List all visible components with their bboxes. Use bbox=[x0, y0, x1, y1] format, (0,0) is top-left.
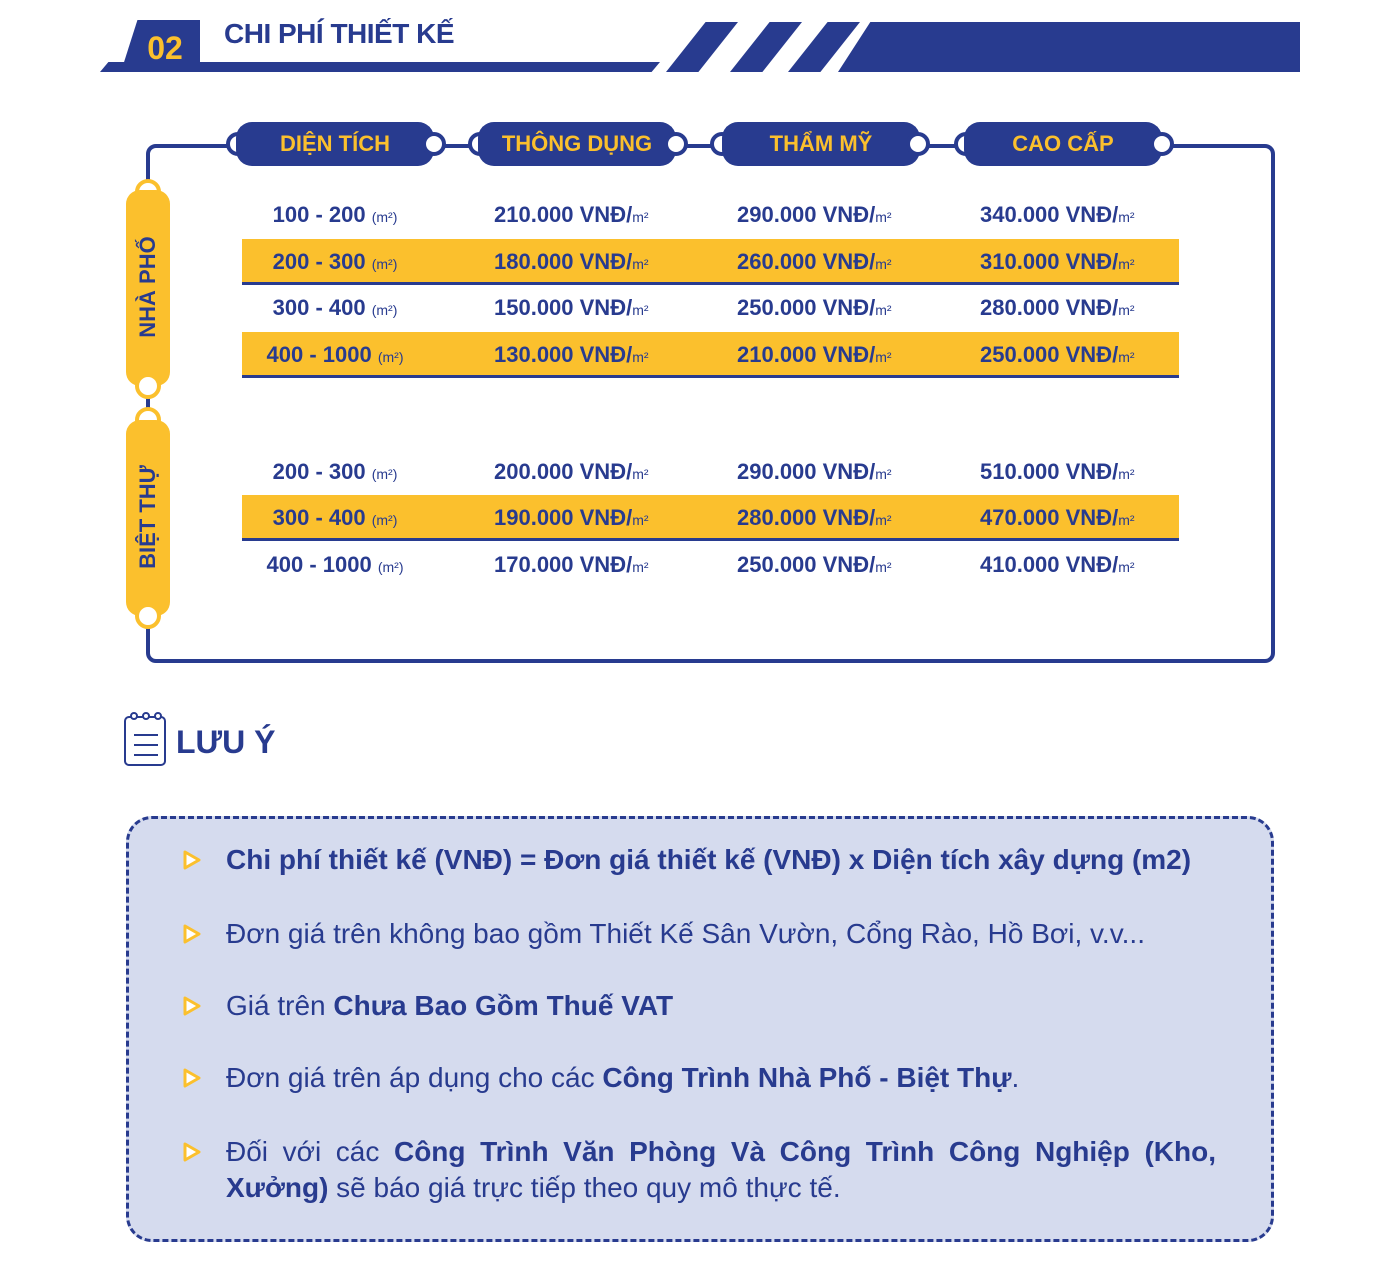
area-cell: 200 - 300 (m²) bbox=[272, 459, 398, 484]
note-item: Chi phí thiết kế (VNĐ) = Đơn giá thiết kế (VNĐ) x Diện tích xây dựng (m2) bbox=[226, 844, 1192, 875]
column-header-premium: CAO CẤP bbox=[964, 122, 1162, 166]
price-premium-cell: 470.000 VNĐ/m² bbox=[980, 505, 1135, 530]
price-premium-cell: 410.000 VNĐ/m² bbox=[980, 552, 1135, 577]
price-premium-cell: 280.000 VNĐ/m² bbox=[980, 295, 1135, 320]
bullet-triangle-icon bbox=[182, 1068, 202, 1088]
area-cell: 400 - 1000 (m²) bbox=[266, 342, 404, 367]
note-item: Đơn giá trên không bao gồm Thiết Kế Sân Vườn, Cổng Rào, Hồ Bơi, v.v... bbox=[226, 918, 1145, 949]
price-premium-cell: 250.000 VNĐ/m² bbox=[980, 342, 1135, 367]
connector-dot bbox=[906, 132, 930, 156]
connector-dot bbox=[422, 132, 446, 156]
price-basic-cell: 130.000 VNĐ/m² bbox=[494, 342, 649, 367]
area-cell: 100 - 200 (m²) bbox=[272, 202, 398, 227]
price-aesthetic-cell: 260.000 VNĐ/m² bbox=[737, 249, 892, 274]
table-row bbox=[242, 285, 1179, 331]
header-stripe bbox=[730, 22, 802, 72]
price-premium-cell: 340.000 VNĐ/m² bbox=[980, 202, 1135, 227]
notepad-icon bbox=[124, 716, 166, 766]
price-basic-cell: 190.000 VNĐ/m² bbox=[494, 505, 649, 530]
section-number: 02 bbox=[147, 30, 183, 66]
note-item: Đối với các Công Trình Văn Phòng Và Công Trình Công Nghiệp (Kho, Xưởng) sẽ báo giá trực tiếp theo quy mô thực tế. bbox=[226, 1136, 1216, 1203]
note-title: LƯU Ý bbox=[176, 724, 276, 760]
price-basic-cell: 170.000 VNĐ/m² bbox=[494, 552, 649, 577]
table-row bbox=[242, 449, 1179, 495]
price-basic-cell: 210.000 VNĐ/m² bbox=[494, 202, 649, 227]
price-aesthetic-cell: 250.000 VNĐ/m² bbox=[737, 552, 892, 577]
price-basic-cell: 180.000 VNĐ/m² bbox=[494, 249, 649, 274]
table-row bbox=[242, 542, 1179, 588]
area-cell: 200 - 300 (m²) bbox=[272, 249, 398, 274]
connector-dot bbox=[664, 132, 688, 156]
connector-dot bbox=[1150, 132, 1174, 156]
area-cell: 400 - 1000 (m²) bbox=[266, 552, 404, 577]
bullet-triangle-icon bbox=[182, 996, 202, 1016]
area-cell: 300 - 400 (m²) bbox=[272, 295, 398, 320]
table-row bbox=[242, 495, 1179, 541]
price-aesthetic-cell: 210.000 VNĐ/m² bbox=[737, 342, 892, 367]
header-bar bbox=[838, 22, 1300, 72]
bullet-triangle-icon bbox=[182, 1142, 202, 1162]
connector-dot bbox=[135, 373, 161, 399]
price-aesthetic-cell: 290.000 VNĐ/m² bbox=[737, 459, 892, 484]
header-stripe bbox=[666, 22, 738, 72]
group-label-text: BIỆT THỰ bbox=[135, 465, 160, 569]
price-aesthetic-cell: 250.000 VNĐ/m² bbox=[737, 295, 892, 320]
column-header-area: DIỆN TÍCH bbox=[236, 122, 434, 166]
group-label-text: NHÀ PHỐ bbox=[135, 236, 160, 338]
price-basic-cell: 150.000 VNĐ/m² bbox=[494, 295, 649, 320]
column-header-basic: THÔNG DỤNG bbox=[478, 122, 676, 166]
price-aesthetic-cell: 280.000 VNĐ/m² bbox=[737, 505, 892, 530]
price-basic-cell: 200.000 VNĐ/m² bbox=[494, 459, 649, 484]
section-title: CHI PHÍ THIẾT KẾ bbox=[224, 18, 455, 49]
price-premium-cell: 310.000 VNĐ/m² bbox=[980, 249, 1135, 274]
area-cell: 300 - 400 (m²) bbox=[272, 505, 398, 530]
note-item: Giá trên Chưa Bao Gồm Thuế VAT bbox=[226, 990, 674, 1021]
bullet-triangle-icon bbox=[182, 850, 202, 870]
connector-dot bbox=[135, 603, 161, 629]
column-header-aesthetic: THẨM MỸ bbox=[722, 122, 920, 166]
price-aesthetic-cell: 290.000 VNĐ/m² bbox=[737, 202, 892, 227]
bullet-triangle-icon bbox=[182, 924, 202, 944]
price-premium-cell: 510.000 VNĐ/m² bbox=[980, 459, 1135, 484]
note-item: Đơn giá trên áp dụng cho các Công Trình Nhà Phố - Biệt Thự. bbox=[226, 1062, 1020, 1093]
table-row bbox=[242, 239, 1179, 285]
table-row bbox=[242, 192, 1179, 238]
table-row bbox=[242, 332, 1179, 378]
